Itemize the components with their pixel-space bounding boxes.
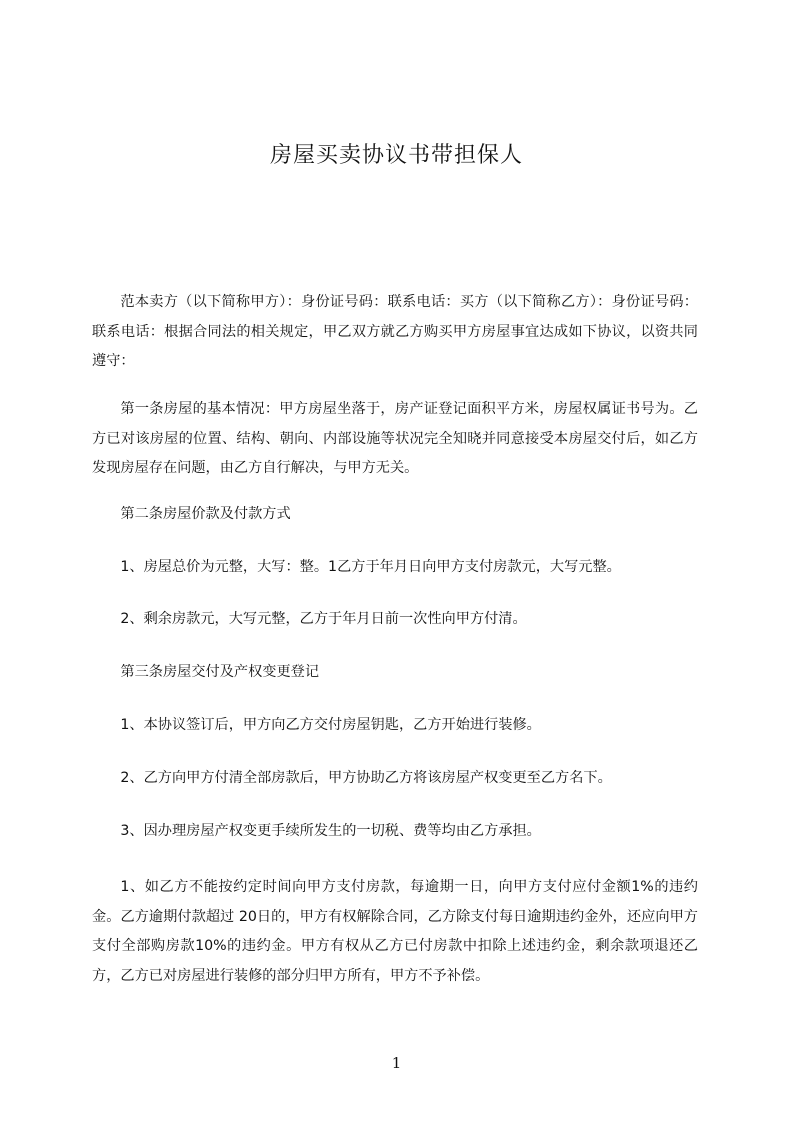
- document-title: 房屋买卖协议书带担保人: [269, 143, 523, 168]
- paragraph-article-2-item-1: 1、房屋总价为元整，大写：整。1乙方于年月日向甲方支付房款元，大写元整。: [120, 559, 621, 575]
- paragraph-article-3-item-3: 3、因办理房屋产权变更手续所发生的一切税、费等均由乙方承担。: [120, 823, 541, 839]
- paragraph-article-3-item-1: 1、本协议签订后，甲方向乙方交付房屋钥匙，乙方开始进行装修。: [120, 717, 541, 733]
- paragraph-breach-clause: 1、如乙方不能按约定时间向甲方支付房款，每逾期一日，向甲方支付应付金额1%的违约金。乙方逾期付款超过 20日的，甲方有权解除合同，乙方除支付每日逾期违约金外，还应向甲方支付全部购房款10%的违约金。甲方有权从乙方已付房款中扣除上述违约金，剩余款项退还乙方，乙方已对房屋进行装修的部分归甲方所有，甲方不予补偿。: [92, 879, 698, 984]
- paragraph-article-3-heading: 第三条房屋交付及产权变更登记: [120, 664, 320, 680]
- paragraph-parties: 范本卖方（以下简称甲方）：身份证号码：联系电话：买方（以下简称乙方）：身份证号码：联系电话：根据合同法的相关规定，甲乙双方就乙方购买甲方房屋事宜达成如下协议，以资共同遵守：: [92, 294, 698, 369]
- page-number: 1: [391, 1054, 402, 1072]
- paragraph-article-3-item-2: 2、乙方向甲方付清全部房款后，甲方协助乙方将该房屋产权变更至乙方名下。: [120, 770, 612, 786]
- paragraph-article-1: 第一条房屋的基本情况：甲方房屋坐落于，房产证登记面积平方米，房屋权属证书号为。乙方已对该房屋的位置、结构、朝向、内部设施等状况完全知晓并同意接受本房屋交付后，如乙方发现房屋存在问题，由乙方自行解决，与甲方无关。: [92, 401, 698, 476]
- paragraph-article-2-item-2: 2、剩余房款元，大写元整，乙方于年月日前一次性向甲方付清。: [120, 611, 527, 627]
- paragraph-article-2-heading: 第二条房屋价款及付款方式: [120, 506, 291, 522]
